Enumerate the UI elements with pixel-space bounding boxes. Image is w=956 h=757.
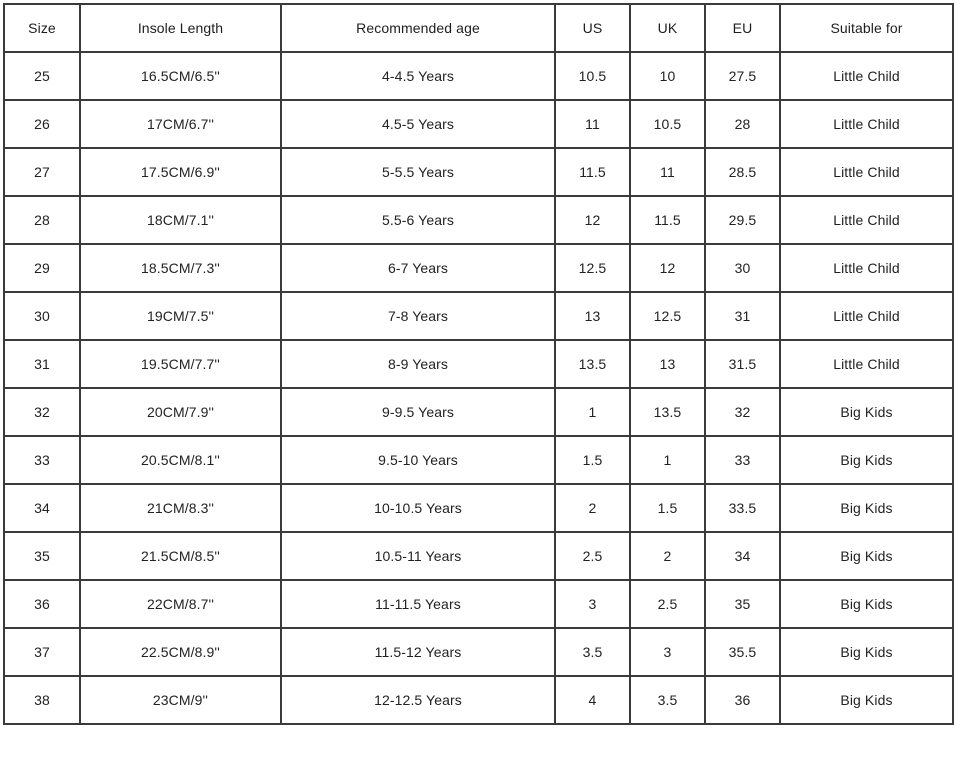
- table-row: [4, 628, 953, 676]
- cell-suitable-for: Big Kids: [780, 436, 953, 484]
- cell-insole-length: 17.5CM/6.9'': [80, 148, 281, 196]
- table-row: [4, 580, 953, 628]
- cell-size: 36: [4, 580, 80, 628]
- table-row: [4, 244, 953, 292]
- cell-size: 27: [4, 148, 80, 196]
- cell-recommended-age: 8-9 Years: [281, 340, 555, 388]
- cell-eu: 27.5: [705, 52, 780, 100]
- cell-size: 38: [4, 676, 80, 724]
- cell-us: 13.5: [555, 340, 630, 388]
- cell-recommended-age: 6-7 Years: [281, 244, 555, 292]
- cell-suitable-for: Big Kids: [780, 388, 953, 436]
- table-row: [4, 676, 953, 724]
- cell-recommended-age: 11-11.5 Years: [281, 580, 555, 628]
- cell-suitable-for: Big Kids: [780, 532, 953, 580]
- size-table: [3, 3, 954, 725]
- cell-suitable-for: Big Kids: [780, 676, 953, 724]
- size-chart: [3, 3, 954, 725]
- cell-suitable-for: Little Child: [780, 148, 953, 196]
- cell-size: 30: [4, 292, 80, 340]
- cell-recommended-age: 10-10.5 Years: [281, 484, 555, 532]
- header-recommended-age: Recommended age: [281, 4, 555, 52]
- cell-uk: 13.5: [630, 388, 705, 436]
- cell-recommended-age: 5-5.5 Years: [281, 148, 555, 196]
- cell-size: 26: [4, 100, 80, 148]
- header-us: US: [555, 4, 630, 52]
- cell-recommended-age: 9.5-10 Years: [281, 436, 555, 484]
- header-insole-length: Insole Length: [80, 4, 281, 52]
- cell-insole-length: 18.5CM/7.3'': [80, 244, 281, 292]
- cell-suitable-for: Big Kids: [780, 628, 953, 676]
- cell-recommended-age: 7-8 Years: [281, 292, 555, 340]
- cell-insole-length: 19.5CM/7.7'': [80, 340, 281, 388]
- cell-uk: 3: [630, 628, 705, 676]
- cell-eu: 28: [705, 100, 780, 148]
- cell-uk: 3.5: [630, 676, 705, 724]
- cell-uk: 10: [630, 52, 705, 100]
- cell-suitable-for: Little Child: [780, 340, 953, 388]
- header-size: Size: [4, 4, 80, 52]
- cell-eu: 31: [705, 292, 780, 340]
- cell-eu: 30: [705, 244, 780, 292]
- cell-eu: 35: [705, 580, 780, 628]
- header-uk: UK: [630, 4, 705, 52]
- cell-size: 37: [4, 628, 80, 676]
- cell-suitable-for: Little Child: [780, 52, 953, 100]
- cell-eu: 34: [705, 532, 780, 580]
- table-row: [4, 52, 953, 100]
- header-suitable-for: Suitable for: [780, 4, 953, 52]
- cell-recommended-age: 12-12.5 Years: [281, 676, 555, 724]
- table-row: [4, 148, 953, 196]
- cell-insole-length: 16.5CM/6.5'': [80, 52, 281, 100]
- cell-uk: 1.5: [630, 484, 705, 532]
- cell-recommended-age: 10.5-11 Years: [281, 532, 555, 580]
- cell-eu: 35.5: [705, 628, 780, 676]
- cell-us: 11: [555, 100, 630, 148]
- cell-uk: 2: [630, 532, 705, 580]
- cell-eu: 33.5: [705, 484, 780, 532]
- cell-eu: 36: [705, 676, 780, 724]
- table-row: [4, 436, 953, 484]
- header-row: [4, 4, 953, 52]
- cell-us: 2.5: [555, 532, 630, 580]
- cell-size: 35: [4, 532, 80, 580]
- cell-us: 3: [555, 580, 630, 628]
- cell-eu: 29.5: [705, 196, 780, 244]
- cell-recommended-age: 4-4.5 Years: [281, 52, 555, 100]
- cell-suitable-for: Big Kids: [780, 580, 953, 628]
- cell-size: 28: [4, 196, 80, 244]
- table-row: [4, 100, 953, 148]
- cell-us: 12: [555, 196, 630, 244]
- cell-us: 11.5: [555, 148, 630, 196]
- cell-recommended-age: 11.5-12 Years: [281, 628, 555, 676]
- cell-insole-length: 21CM/8.3'': [80, 484, 281, 532]
- cell-recommended-age: 5.5-6 Years: [281, 196, 555, 244]
- cell-recommended-age: 4.5-5 Years: [281, 100, 555, 148]
- cell-eu: 33: [705, 436, 780, 484]
- cell-size: 33: [4, 436, 80, 484]
- cell-insole-length: 20CM/7.9'': [80, 388, 281, 436]
- cell-uk: 13: [630, 340, 705, 388]
- cell-eu: 32: [705, 388, 780, 436]
- cell-insole-length: 17CM/6.7'': [80, 100, 281, 148]
- cell-size: 25: [4, 52, 80, 100]
- cell-uk: 2.5: [630, 580, 705, 628]
- cell-insole-length: 19CM/7.5'': [80, 292, 281, 340]
- table-row: [4, 340, 953, 388]
- cell-uk: 11.5: [630, 196, 705, 244]
- cell-size: 32: [4, 388, 80, 436]
- cell-insole-length: 20.5CM/8.1'': [80, 436, 281, 484]
- cell-us: 4: [555, 676, 630, 724]
- cell-us: 12.5: [555, 244, 630, 292]
- cell-eu: 31.5: [705, 340, 780, 388]
- cell-suitable-for: Little Child: [780, 196, 953, 244]
- table-row: [4, 388, 953, 436]
- cell-insole-length: 21.5CM/8.5'': [80, 532, 281, 580]
- cell-insole-length: 23CM/9'': [80, 676, 281, 724]
- cell-uk: 12.5: [630, 292, 705, 340]
- cell-uk: 1: [630, 436, 705, 484]
- cell-suitable-for: Little Child: [780, 244, 953, 292]
- cell-uk: 12: [630, 244, 705, 292]
- header-eu: EU: [705, 4, 780, 52]
- table-row: [4, 292, 953, 340]
- cell-uk: 11: [630, 148, 705, 196]
- table-row: [4, 484, 953, 532]
- cell-size: 31: [4, 340, 80, 388]
- cell-eu: 28.5: [705, 148, 780, 196]
- cell-us: 1: [555, 388, 630, 436]
- cell-us: 13: [555, 292, 630, 340]
- cell-us: 3.5: [555, 628, 630, 676]
- cell-us: 2: [555, 484, 630, 532]
- cell-us: 1.5: [555, 436, 630, 484]
- cell-insole-length: 18CM/7.1'': [80, 196, 281, 244]
- cell-insole-length: 22CM/8.7'': [80, 580, 281, 628]
- cell-suitable-for: Little Child: [780, 292, 953, 340]
- cell-uk: 10.5: [630, 100, 705, 148]
- table-body: [4, 52, 953, 724]
- cell-suitable-for: Little Child: [780, 100, 953, 148]
- cell-recommended-age: 9-9.5 Years: [281, 388, 555, 436]
- cell-size: 34: [4, 484, 80, 532]
- cell-insole-length: 22.5CM/8.9'': [80, 628, 281, 676]
- cell-size: 29: [4, 244, 80, 292]
- cell-suitable-for: Big Kids: [780, 484, 953, 532]
- cell-us: 10.5: [555, 52, 630, 100]
- table-row: [4, 532, 953, 580]
- table-row: [4, 196, 953, 244]
